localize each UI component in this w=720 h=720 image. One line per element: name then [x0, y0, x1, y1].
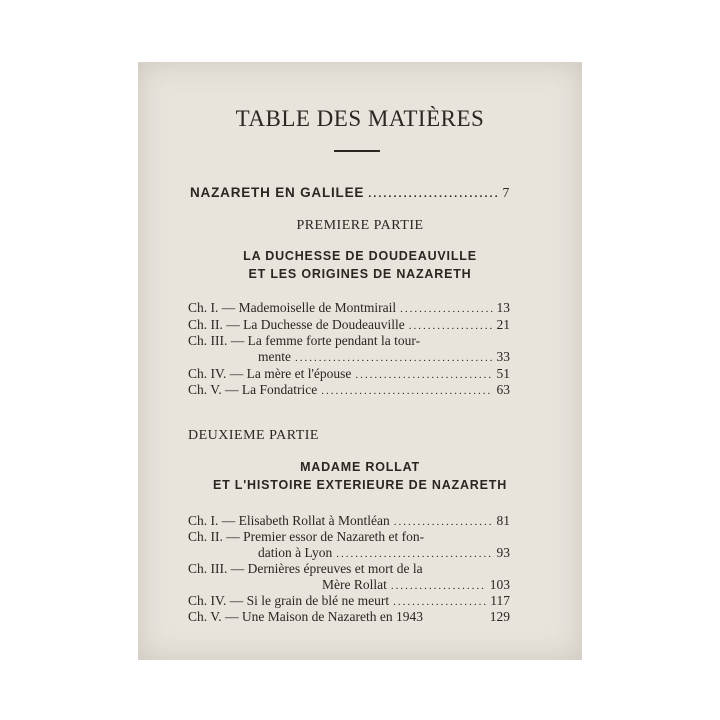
entry-label: Ch. III. — La femme forte pendant la tour- [188, 333, 421, 348]
entry-page: 7 [502, 185, 510, 200]
entry-page: 13 [496, 300, 510, 315]
entry-label: Ch. II. — La Duchesse de Doudeauville [188, 317, 405, 332]
leader-dots [336, 548, 492, 560]
leader-dots [368, 188, 498, 200]
entry-label: Ch. III. — Dernières épreuves et mort de la [188, 561, 423, 576]
entry-page: 81 [496, 513, 510, 528]
toc-entry [188, 609, 510, 625]
leader-dots [409, 320, 493, 332]
entry-label: Ch. V. — Une Maison de Nazareth en 1943 [188, 609, 423, 624]
toc-entry [188, 366, 510, 382]
part-heading-line1: MADAME ROLLAT [300, 460, 420, 474]
title-rule [334, 150, 380, 152]
part-label: PREMIERE PARTIE [296, 218, 424, 233]
entry-label: Ch. I. — Mademoiselle de Montmirail [188, 300, 397, 315]
toc-entry-intro [190, 185, 510, 201]
entry-page: 21 [496, 317, 510, 332]
entry-label: dation à Lyon [258, 545, 333, 560]
part-label: DEUXIEME PARTIE [188, 428, 319, 443]
entry-label: Ch. IV. — La mère et l'épouse [188, 366, 352, 381]
toc-entry-continuation [258, 349, 510, 365]
leader-dots [355, 369, 492, 381]
toc-entry [188, 561, 510, 577]
toc-entry [188, 300, 510, 316]
entry-label: Mère Rollat [322, 577, 387, 592]
entry-label: Ch. II. — Premier essor de Nazareth et fon- [188, 529, 425, 544]
page-title: TABLE DES MATIÈRES [235, 106, 485, 131]
toc-entry [188, 317, 510, 333]
part-heading-line2: ET L'HISTOIRE EXTERIEURE DE NAZARETH [212, 478, 508, 492]
part-heading-line1: LA DUCHESSE DE DOUDEAUVILLE [243, 249, 477, 263]
entry-page: 129 [489, 609, 510, 624]
entry-label: Ch. I. — Elisabeth Rollat à Montléan [188, 513, 390, 528]
toc-entry-continuation [258, 545, 510, 561]
entry-page: 117 [490, 593, 510, 608]
entry-page: 93 [496, 545, 510, 560]
toc-entry-continuation [322, 577, 510, 593]
entry-label: NAZARETH EN GALILEE [190, 185, 365, 200]
entry-label: Ch. V. — La Fondatrice [188, 382, 318, 397]
part-heading-line2: ET LES ORIGINES DE NAZARETH [248, 267, 472, 281]
leader-dots [400, 303, 492, 315]
toc-entry [188, 333, 510, 349]
entry-label: Ch. IV. — Si le grain de blé ne meurt [188, 593, 390, 608]
leader-dots [391, 580, 486, 592]
toc-entry [188, 513, 510, 529]
book-page [138, 62, 582, 660]
entry-page: 103 [489, 577, 510, 592]
entry-page: 33 [496, 349, 510, 364]
leader-dots [393, 596, 486, 608]
leader-dots [321, 385, 492, 397]
toc-entry [188, 382, 510, 398]
entry-label: mente [258, 349, 291, 364]
entry-page: 51 [496, 366, 510, 381]
leader-dots [295, 352, 493, 364]
entry-page: 63 [496, 382, 510, 397]
toc-entry [188, 529, 510, 545]
leader-dots [394, 516, 493, 528]
toc-entry [188, 593, 510, 609]
